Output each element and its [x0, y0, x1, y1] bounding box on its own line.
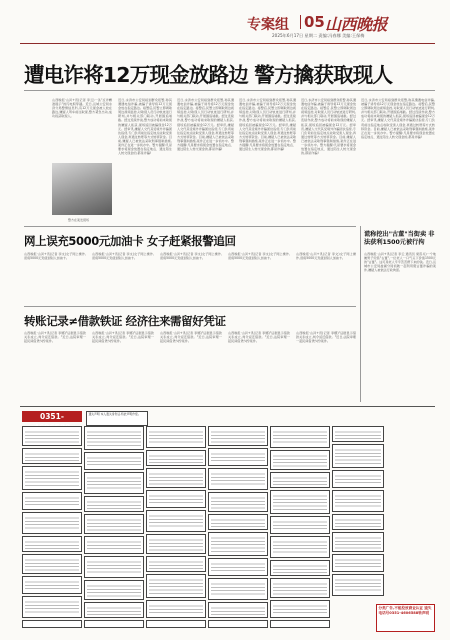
classified-ad-box: [22, 576, 82, 594]
classified-ad-lines: [335, 447, 381, 465]
classified-ad-box: [208, 532, 268, 556]
classifieds-top-rule: [20, 406, 435, 407]
classified-ad-lines: [87, 475, 141, 491]
classified-ad-lines: [335, 493, 381, 509]
main-story-column-5: 近日,永济市公安局接到群众报警,称其遭遇电信诈骗,被骗子诱导将12万元现金放在指定路边。接警后,民警立即调取周边视频监控,对取现人员行动轨迹进行研判,并与相关部门联动,开展围追堵截。经过连续作战,警方成功将前来取现的嫌疑人抓获,现场追回被骗现金12万元。经审讯,嫌疑人交代其受境外诈骗团伙指使,专门负责前往指定地点收取受害人现金,再通过转账等方式转移资金。目前,嫌疑人已被依法采取刑事强制措施,案件正在进一步侦办中。警方提醒:凡是要求将现金放置在指定地点、通过陌生人转交现金的,都是诈骗!: [301, 98, 356, 156]
classified-ad-lines: [25, 539, 79, 549]
classified-ad-box: [84, 514, 144, 534]
classified-ad-lines: [211, 495, 265, 509]
classified-ad-lines: [149, 453, 203, 463]
classified-ad-lines: [273, 603, 327, 615]
story-two-column-1: [24, 252, 86, 306]
classified-ad-lines: [273, 539, 327, 555]
classified-ad-lines: [149, 623, 203, 625]
classified-ad-lines: [25, 623, 79, 625]
classified-ad-lines: [335, 429, 381, 439]
classified-ad-box: [146, 450, 206, 466]
classified-ad-lines: [87, 623, 141, 625]
classified-ad-lines: [87, 429, 141, 447]
classified-ad-lines: [273, 581, 327, 595]
classified-ad-box: [208, 602, 268, 618]
classified-ad-lines: [273, 475, 327, 485]
classified-ad-box: [84, 452, 144, 470]
page-header: [0, 0, 450, 44]
headline-rule: [24, 90, 435, 91]
page-number: 05: [304, 13, 325, 31]
story-three-column-1: [24, 331, 86, 405]
classified-ad-lines: [273, 563, 327, 573]
classified-ad-box: [270, 620, 330, 628]
classified-ad-lines: [87, 455, 141, 467]
date-line: 2025年6月17日 星期二 责编:冯春娜 美编:王保梅: [272, 33, 365, 38]
classified-ad-box: [270, 472, 330, 488]
classified-ad-box: [270, 536, 330, 558]
classified-ad-lines: [273, 519, 327, 531]
classified-ad-box: [208, 578, 268, 600]
story-two-column-5: 山西晚报·山河+讯(记者 李文)女子网上操作,误将5000元充值到别人加油卡。: [296, 252, 356, 261]
story-three-column-4: 山西晚报·山河+讯(记者 李娜)"证据显示借款关系成立,判令返还借款。"近日,法院审理一起民间借贷纠纷案件。: [228, 331, 290, 344]
story-two-body: 山西晚报·山河+讯(记者 李文)女子网上操作,误将5000元充值到别人加油卡。: [24, 252, 86, 261]
classified-ad-lines: [25, 579, 79, 591]
main-story-column-6: 近日,永济市公安局接到群众报警,称其遭遇电信诈骗,被骗子诱导将12万元现金放在指定路边。接警后,民警立即调取周边视频监控,对取现人员行动轨迹进行研判,并与相关部门联动,开展围追堵截。经过连续作战,警方成功将前来取现的嫌疑人抓获,现场追回被骗现金12万元。经审讯,嫌疑人交代其受境外诈骗团伙指使,专门负责前往指定地点收取受害人现金,再通过转账等方式转移资金。目前,嫌疑人已被依法采取刑事强制措施,案件正在进一步侦办中。警方提醒:凡是要求将现金放置在指定地点、通过陌生人转交现金的,都是诈骗!: [361, 98, 435, 139]
story-three-column-5: 山西晚报·山河+讯(记者 李娜)"证据显示借款关系成立,判令返还借款。"近日,法院审理一起民间借贷纠纷案件。: [296, 331, 356, 344]
classified-ad-lines: [87, 583, 141, 597]
classified-ad-box: [22, 466, 82, 490]
right-column-divider: [360, 226, 361, 402]
classified-ad-lines: [87, 605, 141, 615]
classified-ad-highlight: [86, 411, 148, 426]
classified-ad-box: [208, 426, 268, 446]
classified-ad-box: [146, 574, 206, 598]
classified-ad-box: [332, 514, 384, 530]
classified-ad-box: [270, 560, 330, 576]
classified-ad-box: [208, 492, 268, 512]
classified-ad-box: [332, 574, 384, 596]
classified-ad-lines: [211, 605, 265, 615]
story-three-body: 山西晚报·山河+讯(记者 李娜)"证据显示借款关系成立,判令返还借款。"近日,法院审理一起民间借贷纠纷案件。: [24, 331, 86, 344]
story-two-headline: 网上误充5000元加油卡 女子赶紧报警追回: [24, 234, 236, 248]
classified-ad-lines: [149, 559, 203, 569]
classified-ad-box: [332, 444, 384, 468]
classified-ad-box: [208, 558, 268, 576]
classified-ad-box: [84, 602, 144, 618]
classified-ad-lines: [87, 559, 141, 575]
classified-ad-box: [84, 496, 144, 512]
classified-ad-box: [270, 578, 330, 598]
story-three-column-2: 山西晚报·山河+讯(记者 李娜)"证据显示借款关系成立,判令返还借款。"近日,法院审理一起民间借贷纠纷案件。: [92, 331, 154, 344]
classified-ad-lines: [335, 473, 381, 485]
story-three-column-3: 山西晚报·山河+讯(记者 李娜)"证据显示借款关系成立,判令返还借款。"近日,法院审理一起民间借贷纠纷案件。: [160, 331, 222, 344]
classified-ad-box: [332, 490, 384, 512]
classified-ad-highlight-text: 遗失声明 本人遗失身份证,特此声明作废。: [88, 412, 141, 416]
classified-ad-box: [146, 490, 206, 508]
classified-ad-lines: [87, 499, 141, 509]
classified-ad-box: [332, 554, 384, 572]
classified-ad-box: [84, 426, 144, 450]
classified-ad-lines: [273, 453, 327, 467]
classified-ad-lines: [25, 557, 79, 571]
classified-ad-lines: [211, 535, 265, 553]
classified-ad-lines: [335, 557, 381, 569]
newspaper-logo: 山西晚报: [325, 15, 388, 34]
story-three-headline: 转账记录≠借款铁证 经济往来需留好凭证: [24, 314, 226, 328]
classified-ad-box: [270, 516, 330, 534]
classified-ad-lines: [211, 561, 265, 573]
classified-ad-lines: [149, 493, 203, 505]
classified-ad-lines: [149, 429, 203, 445]
classified-ad-box: [270, 450, 330, 470]
photo-caption: 警方在案发现场: [68, 218, 90, 222]
classified-ad-box: [146, 600, 206, 618]
classifieds-phone-banner: [22, 411, 82, 422]
classified-ad-lines: [211, 623, 265, 625]
classified-ad-lines: [149, 603, 203, 615]
classified-ad-box: [84, 536, 144, 554]
classified-ad-lines: [25, 515, 79, 531]
classified-ad-box: [22, 426, 82, 446]
classifieds-phone: 0351-: [40, 412, 64, 421]
main-story-column-3: 近日,永济市公安局接到群众报警,称其遭遇电信诈骗,被骗子诱导将12万元现金放在指定路边。接警后,民警立即调取周边视频监控,对取现人员行动轨迹进行研判,并与相关部门联动,开展围追堵截。经过连续作战,警方成功将前来取现的嫌疑人抓获,现场追回被骗现金12万元。经审讯,嫌疑人交代其受境外诈骗团伙指使,专门负责前往指定地点收取受害人现金,再通过转账等方式转移资金。目前,嫌疑人已被依法采取刑事强制措施,案件正在进一步侦办中。警方提醒:凡是要求将现金放置在指定地点、通过陌生人转交现金的,都是诈骗!: [177, 98, 234, 152]
classifieds-grid: [22, 426, 435, 632]
classified-ad-lines: [273, 429, 327, 445]
classified-ad-lines: [149, 513, 203, 529]
classified-ad-lines: [87, 539, 141, 551]
classified-ad-lines: [25, 495, 79, 507]
classified-ad-box: [84, 580, 144, 600]
classified-ad-box: [84, 620, 144, 628]
classified-ad-lines: [211, 451, 265, 463]
story-two-top-rule: [24, 226, 356, 227]
classified-ad-lines: [335, 535, 381, 549]
classified-ad-box: [270, 426, 330, 448]
main-headline: 遭电诈将12万现金放路边 警方擒获取现人: [24, 63, 393, 87]
classified-ad-box: [208, 448, 268, 466]
classified-ad-box: [84, 472, 144, 494]
header-rule: [20, 43, 435, 44]
classified-ad-box: [146, 534, 206, 554]
story-two-column-2: 山西晚报·山河+讯(记者 李文)女子网上操作,误将5000元充值到别人加油卡。: [92, 252, 154, 261]
classified-ad-lines: [25, 429, 79, 443]
classified-ad-lines: [87, 517, 141, 531]
classified-ad-box: [146, 426, 206, 448]
classified-ad-box: [146, 468, 206, 488]
classified-ad-lines: [211, 471, 265, 487]
right-story-body: 山西晚报·山河+讯(记者 李云 通讯员 梁晋兵)一个地摊男子兜售"古董",一位老人一口气买下价值1500元的"古董"。这可是老人辛辛苦苦攒下来的钱。近日,运城市公安局盐湖分局侦破一起利用假古董诈骗的案件,嫌疑人被依法行政拘留。: [364, 252, 436, 273]
classified-ad-box: [270, 490, 330, 514]
classified-ad-lines: [25, 451, 79, 461]
main-story-column-2: [118, 98, 172, 224]
classified-ad-lines: [335, 517, 381, 527]
classified-ad-box: [332, 426, 384, 442]
classified-ad-box: [208, 514, 268, 530]
classified-ad-box: [208, 468, 268, 490]
classified-ad-box: [146, 620, 206, 628]
classified-ad-box: [22, 620, 82, 628]
classified-ad-lines: [273, 493, 327, 511]
classified-ad-box: [22, 536, 82, 552]
classified-ad-box: [146, 556, 206, 572]
classified-ad-lines: [211, 581, 265, 597]
classified-ad-box: [22, 554, 82, 574]
classified-ad-box: [208, 620, 268, 628]
classified-ad-box: [22, 596, 82, 618]
classified-ad-box: [22, 512, 82, 534]
classified-ad-lines: [149, 537, 203, 551]
classified-ad-lines: [149, 577, 203, 595]
section-name: 专案组: [247, 17, 289, 33]
classified-ad-box: [332, 470, 384, 488]
classified-ad-lines: [149, 471, 203, 485]
classified-ad-box: [270, 600, 330, 618]
story-two-column-4: 山西晚报·山河+讯(记者 李文)女子网上操作,误将5000元充值到别人加油卡。: [228, 252, 290, 261]
section-divider: [300, 15, 301, 29]
classified-ad-lines: [211, 429, 265, 443]
classified-ad-box: [146, 510, 206, 532]
main-story-column-4: 近日,永济市公安局接到群众报警,称其遭遇电信诈骗,被骗子诱导将12万元现金放在指定路边。接警后,民警立即调取周边视频监控,对取现人员行动轨迹进行研判,并与相关部门联动,开展围追堵截。经过连续作战,警方成功将前来取现的嫌疑人抓获,现场追回被骗现金12万元。经审讯,嫌疑人交代其受境外诈骗团伙指使,专门负责前往指定地点收取受害人现金,再通过转账等方式转移资金。目前,嫌疑人已被依法采取刑事强制措施,案件正在进一步侦办中。警方提醒:凡是要求将现金放置在指定地点、通过陌生人转交现金的,都是诈骗!: [239, 98, 296, 152]
classified-ad-box: [22, 448, 82, 464]
right-story-headline: 谎称挖出"古董"当街卖 非法获利1500元被行拘: [364, 231, 435, 246]
classified-ad-bottom-right: [376, 604, 435, 632]
classified-ad-bottom-right-text: 分类广告,不能投放商业认证 遗失 电话号0351-4606588转声明: [378, 606, 432, 615]
classified-ad-lines: [211, 517, 265, 527]
classified-ad-lines: [25, 469, 79, 487]
story-three-top-rule: [24, 306, 356, 307]
main-story-body: 近日,永济市公安局接到群众报警,称其遭遇电信诈骗,被骗子诱导将12万元现金放在指定路边。接警后,民警立即调取周边视频监控,对取现人员行动轨迹进行研判,并与相关部门联动,开展围追堵截。经过连续作战,警方成功将前来取现的嫌疑人抓获,现场追回被骗现金12万元。经审讯,嫌疑人交代其受境外诈骗团伙指使,专门负责前往指定地点收取受害人现金,再通过转账等方式转移资金。目前,嫌疑人已被依法采取刑事强制措施,案件正在进一步侦办中。警方提醒:凡是要求将现金放置在指定地点、通过陌生人转交现金的,都是诈骗!: [118, 98, 172, 156]
classified-ad-lines: [335, 577, 381, 593]
main-story-lead: 山西晚报·山河+讯(记者 李云)一条"反诈精准提示"的闪电般穿越。近日,运城公安局永济分局警情信息科,有12万元现金被人放在路边,嫌疑人驾车前往取现,警方紧急出动,成功抓获取现人。: [52, 98, 112, 119]
classified-ad-box: [332, 532, 384, 552]
main-photo: [52, 163, 112, 222]
classified-ad-box: [84, 556, 144, 578]
classified-ad-box: [22, 492, 82, 510]
classified-ad-lines: [25, 599, 79, 615]
story-two-column-3: 山西晚报·山河+讯(记者 李文)女子网上操作,误将5000元充值到别人加油卡。: [160, 252, 222, 261]
classified-ad-lines: [273, 623, 327, 625]
